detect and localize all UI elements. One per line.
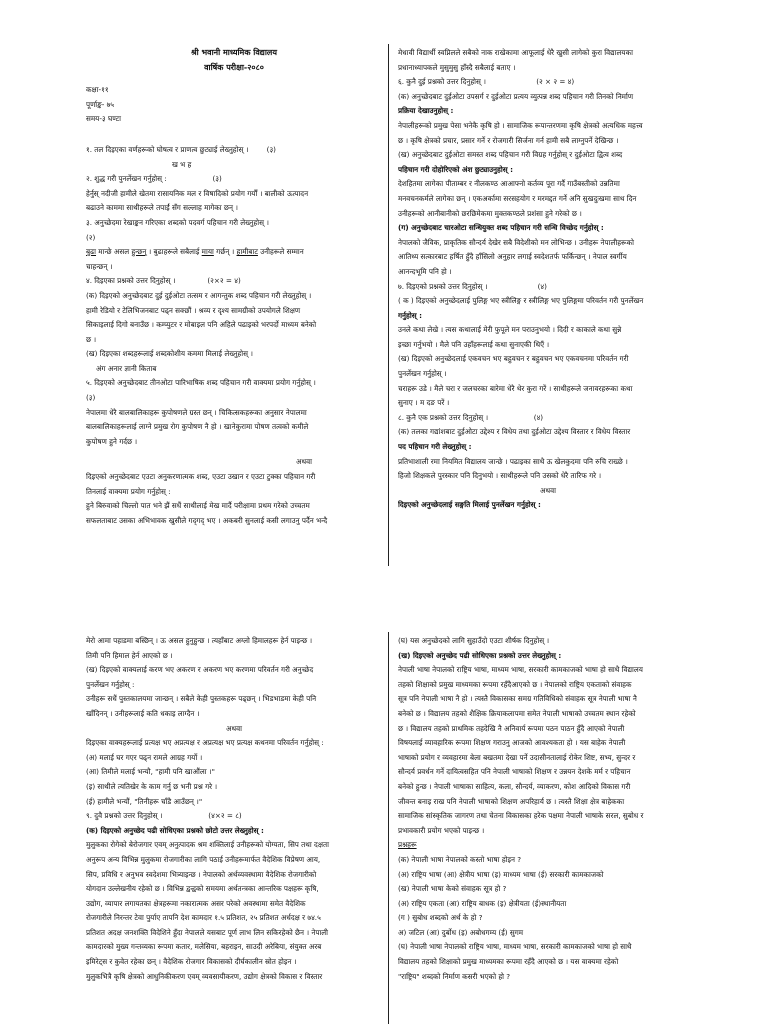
question-line: (क) नेपाली भाषा नेपालको कस्तो भाषा होइन ? (398, 854, 522, 864)
underlined-word: हामीबाट (236, 247, 258, 257)
question-8 (398, 411, 698, 426)
marks: (४) (537, 281, 547, 291)
paragraph-line: हुने बिरुवाको चिल्लो पात भने झैं सधैं साथीलाई मेख मार्दै परीक्षामा प्रथम गरेको उच्चतम (86, 501, 310, 511)
paragraph-line: हिजो शिक्षकले पुरस्कार पनि दिनुभयो । साथीहरूले पनि उसको धेरै तारिफ गरे । (398, 471, 602, 481)
paragraph-line: अनुरूप अन्य विभिन्न मुलुकमा रोजगारीका लागि पठाई उनीहरूमार्फत वैदेशिक विप्रेषण आय, (86, 854, 321, 864)
options-line: (अ) राष्ट्रिय भाषा (आ) क्षेत्रीय भाषा (इ) माध्यम भाषा (ई) सरकारी कामकाजको (398, 869, 604, 879)
paragraph-line: विषयलाई व्यावहारिक रूपमा शिक्षण गराउनु आजको आवश्यकता हो । यस बाहेक नेपाली (398, 738, 626, 748)
marks: (४) (533, 412, 544, 422)
paragraph-line: गर्नुहोस् : (398, 310, 422, 320)
paragraph-line: सफलताबाट उसका अभिभावक खुसीले गद्‌गद् भए । अकबरी सुनलाई कसी लगाउनु पर्दैन भन्दै (86, 515, 328, 525)
paragraph-line: देशहितमा लागेका पीताम्बर र नीलकण्ठ आआफ्नो कर्तव्य पूरा गर्दै गाउँबस्तीको उन्नतिमा (398, 179, 620, 189)
page2-right-column (398, 634, 698, 1024)
question-line: (ग ) सुबोध शब्दको अर्थ के हो ? (398, 913, 483, 923)
paragraph-line: चराहरू उडे । मैले चरा र जलचरका बारेमा धेरै थेर कुरा गरें । साथीहरूले जनावरहरूका कथा (398, 383, 633, 393)
paragraph-line: उनीहरूको आनीबानीको छरछिमेकमा मुक्तकण्ठले प्रशंसा हुने गरेको छ । (398, 208, 582, 218)
paragraph-line: दिइएका वाक्यहरूलाई प्रत्यक्ष भए अप्रत्यक्ष र अप्रत्यक्ष भए प्रत्यक्ष कथनमा परिवर्तन गर्नुहोस् : (86, 738, 324, 748)
paragraph-line: प्रभावकारी प्रयोग भएको पाइन्छ । (398, 825, 485, 835)
underlined-word: माया (201, 247, 214, 257)
paragraph-line: उद्योग, व्यापार लगायतका क्षेत्रहरूमा नकारात्मक असर परेको अवस्थामा समेत वैदेशिक (86, 898, 306, 908)
underlined-word: बुढा (86, 247, 97, 257)
paragraph-line: पुनर्लेखन गर्नुहोस् : (86, 679, 135, 689)
paragraph-line: छ । कृषि क्षेत्रको प्रचार, प्रसार गर्ने र रोजगारी सिर्जना गर्न हामी सबै लाग्नुपर्ने देखिन्छ । (398, 135, 619, 145)
q4b-words: अंग अनार ज्ञानी किताब (96, 363, 157, 373)
paragraph-line: बनेको छ । विद्यालय तहको शैक्षिक क्रियाकलापमा समेत नेपाली भाषाको उच्चतम स्थान रहेको (398, 708, 636, 718)
paragraph-line: बढाउने काममा साथीहरूले तपाईं सँग सल्लाह मागेका छन् । (86, 203, 238, 213)
passage-text: । बुढाहरूले सबैलाई (146, 247, 202, 257)
paragraph-line: मुलुकभित्रै कृषि क्षेत्रको आधुनिकीकरण एवम् व्यवसायीकरण, उद्योग क्षेत्रको विकास र विस्तार (86, 971, 323, 981)
paragraph-line: हेर्नुस् नदीजी हामीले खेतमा रासायनिक मल र विषादिको प्रयोग गर्यौं । बालीको ऊत्पादन (86, 188, 309, 198)
question-4 (86, 274, 382, 289)
paragraph-line: सामाजिक सांस्कृतिक जागरण तथा चेतना विकासका हरेक पक्षमा नेपाली भाषाके सरल, सुबोध र (398, 811, 644, 821)
paragraph-line: खाँदिनन् । उनीहरूलाई कति धकाइ लाग्दैन । (86, 708, 200, 718)
page1-left-column (86, 46, 382, 576)
paragraph-line: जीवन्त बनाइ राख पनि नेपाली भाषाको शिक्षण अपरिहार्य छ । त्यस्तै शिक्षा क्षेत्र बाहेकका (398, 796, 625, 806)
paragraph-line: मुलुकका रोगेको बेरोजगार एवम् अनुत्पादक श्रम शक्तिलाई उनीहरूको योग्यता, सिप तथा दक्षता (86, 840, 329, 850)
question-text: ४. दिइएका प्रश्नको उत्तर दिनुहोस् । (86, 276, 176, 286)
paragraph-line: (क) तलका गद्यांशबाट दुईओटा उद्देश्य र विधेय तथा दुईओटा उद्देश्य विस्तार र विधेय विस्तार (398, 427, 631, 437)
question-6 (398, 75, 698, 90)
paragraph-line: दिइएको अनुच्छेदलाई सङ्गति मिलाई पुनर्लेखन गर्नुहोस् : (398, 500, 541, 510)
paragraph-line: छ । विद्यालय तहको प्राथमिक तहदेखि नै अनिवार्य रूपमा पठन पाठन हुँदै आएको नेपाली (398, 723, 625, 733)
marks: (३) (266, 144, 276, 154)
question-7 (398, 280, 698, 295)
exam-title: वार्षिक परीक्षा-२०८० (204, 62, 264, 72)
paragraph-line: तहको शिक्षाको प्रमुख माध्यमका रूपमा रहँदैआएको छ । नेपालको राष्ट्रिय एकताको संवाहक (398, 679, 632, 689)
paragraph-line: मनवचनकर्मले लागेका छन् । एकअर्कामा सरसहयोग र मरमद्दत गर्ने अनि सुखदुःखमा साथ दिन (398, 193, 637, 203)
paragraph-line: सुनाए । म दङ परें । (398, 398, 450, 408)
marks: (२) (86, 232, 96, 242)
question-text: ७. दिइएको प्रश्नको उत्तर दिनुहोस् । (398, 281, 488, 291)
time-label: समय-३ घण्टा (86, 114, 122, 124)
question-9 (86, 809, 382, 824)
marks: (३) (86, 393, 96, 403)
options-line: (अ) राष्ट्रिय एकता (आ) राष्ट्रिय बाधक (इ) क्षेत्रीयता (ई)स्थानीयता (398, 898, 567, 908)
or-label: अथवा (226, 723, 242, 733)
passage-text: उनीहरूले सम्मान (257, 247, 304, 257)
paragraph-line: भाषाको प्रयोग र व्यवहारमा बेला बखतमा देखा पर्ने उदासीनतालाई रोकेर शिष्ट, सभ्य, सुन्दर र (398, 752, 636, 762)
question-text: ९. दुवै प्रश्नको उत्तर दिनुहोस् । (86, 811, 163, 821)
page2-left-column (86, 634, 382, 1024)
paragraph-line: प्रतिभाशाली रमा नियमित विद्यालय जान्छे । पढाइका साथै ऊ खेलकुदमा पनि रुचि राख्छे । (398, 456, 628, 466)
paragraph-line: सिप, प्रविधि र अनुभव स्वदेशमा भित्र्याइन्छ । नेपालको अर्थव्यवस्थामा वैदेशिक रोजगारीको (86, 869, 317, 879)
paragraph-line: (ख) दिइएको अनुच्छेदलाई एकवचन भए बहुवचन र बहुवचन भए एकवचनमा परिवर्तन गरी (398, 354, 629, 364)
paragraph-line: (क) अनुच्छेदबाट दुईओटा उपसर्ग र दुईओटा प्रत्यय व्युत्पन्न शब्द पहिचान गरी तिनको निर्माण (398, 91, 634, 101)
question-text: २. शुद्ध गरी पुनर्लेखन गर्नुहोस् : (86, 174, 167, 184)
school-name: श्री भवानी माध्यमिक विद्यालय (191, 48, 277, 57)
paragraph-line: (ग) अनुच्छेदबाट चारओटा सन्धियुक्त शब्द पहिचान गरी सन्धि विच्छेद गर्नुहोस् : (398, 223, 604, 233)
marks: (२ × २ = ४) (536, 77, 575, 87)
paragraph-line: इच्छा गर्नुभयो । मैले पनि उहाँहरूलाई कथा सुनाएकी थिएँ । (398, 339, 550, 349)
paragraph-line: सूत्र पनि नेपाली भाषा नै हो । त्यस्तै विकासका समग्र गतिविधिको संवाहक सूत्र नेपाली भाषा नै (398, 694, 637, 704)
paragraph-line: नेपालमा धेरै बालबालिकाहरू कुपोषणले ग्रस्त छन् । चिकित्सकहरूका अनुसार नेपालमा (86, 407, 307, 417)
paragraph-line: छ । (86, 334, 97, 344)
paragraph-line: आतिथ्य सत्कारबाट हर्षित हुँदै हाँसिलो अनुहार लगाई स्वदेशतर्फ फर्किन्छन् । नेपाल स्वर्गीय (398, 252, 627, 262)
question-5: ५. दिइएको अनुच्छेदबाट तीनओटा पारिभाषिक शब्द पहिचान गरी वाक्यमा प्रयोग गर्नुहोस् । (86, 378, 316, 388)
paragraph-line: बालबालिकाहरूलाई लाग्ने प्रमुख रोग कुपोषण नै हो । खानेकुरामा पोषण तत्वको कमीले (86, 422, 309, 432)
full-marks-label: पूर्णाङ्क- ७५ (86, 99, 115, 109)
question-line: (ख) नेपाली भाषा केको संवाहक सूत्र हो ? (398, 884, 507, 894)
paragraph-line: प्रतिशत अदक्ष जनशक्ति विदेशिने हुँदा नेपालले यसबाट पूर्ण लाभ लिन सकिरहेको छैन । नेपाली (86, 927, 329, 937)
paragraph-line: (अ) मलाई घर गएर पढ्न रामले आग्रह गर्यो । (86, 752, 203, 762)
paragraph-line: चाहन्छन् । (86, 261, 113, 271)
paragraph-line: (ख) अनुच्छेदबाट दुईओटा समस्त शब्द पहिचान गरी विग्रह गर्नुहोस् र दुईओटा द्वित्व शब्द (398, 150, 623, 160)
paragraph-line: आनन्दभूमि पनि हो । (398, 266, 452, 276)
paragraph-line: मेधावी विद्यार्थी स्वप्निलले सबैको नाक राखेकामा आफूलाई धेरै खुसी लागेको कुरा विद्यालयका (398, 48, 633, 57)
paragraph-line: ( क ) दिइएको अनुच्छेदलाई पुलिङ्ग भए स्त्रीलिङ्ग र स्त्रीलिङ्ग भए पुलिङ्गमा परिवर्तन गरी पुनर्लेखन (398, 296, 644, 306)
paragraph-line: हामी रेडियो र टेलिभिजनबाट पढ्न सक्छौं । श्रव्य र दृश्य सामग्रीको उपयोगले शिक्षण (86, 305, 301, 315)
paragraph-line: पुनर्लेखन गर्नुहोस् । (398, 369, 447, 379)
column-divider-top (388, 44, 389, 566)
page1-right-column (398, 46, 698, 576)
q3-passage-line (86, 245, 382, 260)
question-text: ६. कुनै दुई प्रश्नको उत्तर दिनुहोस् । (398, 77, 486, 87)
paragraph-line: योगदान उल्लेखनीय रहेको छ । विभिन्न द्वन्द्वको समयमा अर्थतन्त्रका आन्तरिक पक्षहरू कृषि, (86, 884, 319, 894)
paragraph-line: नेपाली भाषा नेपालको राष्ट्रिय भाषा, माध्यम भाषा, सरकारी कामकाजको भाषा हो साथै विद्यालय (398, 665, 643, 675)
paragraph-line: मेरो आमा पहाडमा बस्छिन् । ऊ असल हुनुहुन्छ । त्यहाँबाट अग्लो हिमालहरू हेर्न पाइन्छ । (86, 636, 313, 645)
passage-text: गर्छन् । (213, 247, 237, 257)
paragraph-line: पद पहिचान गरी लेख्नुहोस् : (398, 442, 472, 452)
questions-heading: प्रश्नहरू (398, 840, 417, 850)
or-label: अथवा (296, 457, 312, 467)
paragraph-line: (आ) तिमीले मलाई भन्यौ, "हामी पनि खाऔंला ।" (86, 767, 215, 777)
paragraph-line: प्रक्रिया देखाउनुहोस् : (398, 106, 454, 116)
question-1 (86, 143, 382, 158)
paragraph-line: पहिचान गरी दोहोरिएको अंश छुट्याउनुहोस् : (398, 164, 513, 174)
marks: (३) (212, 174, 222, 184)
paragraph-line: बनेको हुन्छ । नेपाली भाषाका साहित्य, कला, सौन्दर्य, व्याकरण, कोश आदिको विकास गरी (398, 781, 631, 791)
paragraph-line: तिमी पनि हिमाल हेर्न आएको छ । (86, 650, 173, 660)
paragraph-line: रोजगारीले निरन्तर टेवा पुर्याए तापनि देश कामदार १.५ प्रतिशत, २५ प्रतिशत अर्धदक्ष र ७४.५ (86, 913, 321, 923)
paragraph-line: नेपालको जैविक, प्राकृतिक सौन्दर्य देखेर सबै विदेशीको मन लोभिन्छ । उनीहरू नेपालीहरूको (398, 237, 634, 247)
paragraph-line: इमिरेट्स र कुवेत रहेका छन् । वैदेशिक रोजगार विकासको दीर्घकालीन स्रोत होइन । (86, 957, 297, 967)
paragraph-line: (इ) साथीले त्यतिखेर के काम गर्नु छ भनी प्रश्न गरे । (86, 781, 218, 791)
marks: (२×२ = ४) (207, 276, 241, 286)
marks: (४×२ = ८) (208, 811, 242, 821)
paragraph-line: कुपोषण हुने गर्दछ । (86, 436, 138, 446)
paragraph-line: प्रधानाध्यापकले मुसुमुसु हाँस्दै सबैलाई बताए । (398, 62, 516, 72)
paragraph-line: कामदारको मुख्य गन्तव्यका रूपमा कतार, मलेसिया, बहराइन, साउदी अरेबिया, संयुक्त अरब (86, 942, 322, 952)
paragraph-line: "राष्ट्रिय" शब्दको निर्माण कसरी भएको हो ? (398, 971, 511, 981)
paragraph-line: (ख) दिइएको अनुच्छेद पढी सोधिएका प्रश्नको उत्तर लेख्नुहोस् : (398, 650, 562, 660)
question-3: ३. अनुच्छेदमा रेखाङ्कन गरिएका शब्दको पदवर्ग पहिचान गरी लेख्नुहोस् । (86, 217, 269, 227)
question-text: ८. कुनै एक प्रश्नको उत्तर दिनुहोस् । (398, 412, 489, 422)
q1-letters: ख भ ह (172, 159, 192, 169)
paragraph-line: (ख) दिइएका शब्दहरूलाई शब्दकोशीय कममा मिलाई लेख्नुहोस् । (86, 349, 253, 359)
paragraph-line: उनीहरू सधैं पुस्तकालयमा जान्छन् । सबैले केही पुस्तकहरू पढ्छन् । भिडभाडमा केही पनि (86, 694, 317, 704)
paragraph-line: उनले कथा लेखे । त्यस कथालाई मेरी फुपूले मन पराउनुभयो । दिदी र काकाले कथा सुन्ने (398, 325, 622, 335)
options-line: अ) जटिल (आ) दुर्बोध (इ) अबोधगम्य (ई) सुगम (398, 927, 524, 937)
underlined-word: हुन्छन् (131, 247, 147, 257)
passage-text: मान्छे असल (96, 247, 132, 257)
paragraph-line: सौन्दर्य प्रवर्धन गर्ने दायित्वसहित पनि नेपाली भाषाको शिक्षण र उन्नयन देशके मर्म र पहिचान (398, 767, 631, 777)
class-label: कक्षा-११ (86, 85, 109, 95)
paragraph-line: (क) दिइएको अनुच्छेद पढी सोधिएका प्रश्नको छोटो उत्तर लेख्नुहोस् : (86, 825, 264, 835)
paragraph-line: दिइएको अनुच्छेदबाट एउटा अनुकरणात्मक शब्द, एउटा उखान र एउटा टुक्का पहिचान गरी (86, 472, 316, 482)
paragraph-line: विद्यालय तहको शिक्षाको प्रमुख माध्यमका रूपमा रहँदै आएको छ । यस वाक्यमा रहेको (398, 957, 619, 967)
paragraph-line: (घ) यस अनुच्छेदको लागि सुहाउँदो एउटा शीर्षक दिनुहोस् । (398, 636, 550, 645)
question-text: १. तल दिइएका वर्णहरूको घोषत्व र प्राणत्व छुट्याई लेख्नुहोस् । (86, 144, 249, 154)
paragraph-line: (क) दिइएको अनुच्छेदबाट दुई दुईओटा तत्सम र आगन्तुक शब्द पहिचान गरी लेख्नुहोस् । (86, 290, 312, 300)
question-2 (86, 172, 382, 187)
paragraph-line: नेपालीहरूको प्रमुख पेसा भनेकै कृषि हो । सामाजिक रूपान्तरणमा कृषि क्षेत्रको अत्यधिक महत्त्व (398, 120, 643, 130)
paragraph-line: (ई) हामीले भन्यौं, "तिनीहरू चाँडै आउँछन् ।" (86, 796, 203, 806)
paragraph-line: तिनलाई वाक्यमा प्रयोग गर्नुहोस् : (86, 486, 171, 496)
question-line: (घ) नेपाली भाषा नेपालको राष्ट्रिय भाषा, माध्यम भाषा, सरकारी कामकाजको भाषा हो साथै (398, 942, 632, 952)
column-divider-bottom (388, 632, 389, 1024)
paragraph-line: (ख) दिइएको वाक्यलाई करण भए अकरण र अकरण भए करणमा परिवर्तन गरी अनुच्छेद (86, 665, 314, 675)
paragraph-line: सिकाइलाई दिगो बनाउँछ । कम्प्युटर र मोबाइल पनि अहिले पढाइको भरपर्दो माध्यम बनेको (86, 320, 317, 330)
or-label: अथवा (540, 485, 556, 495)
